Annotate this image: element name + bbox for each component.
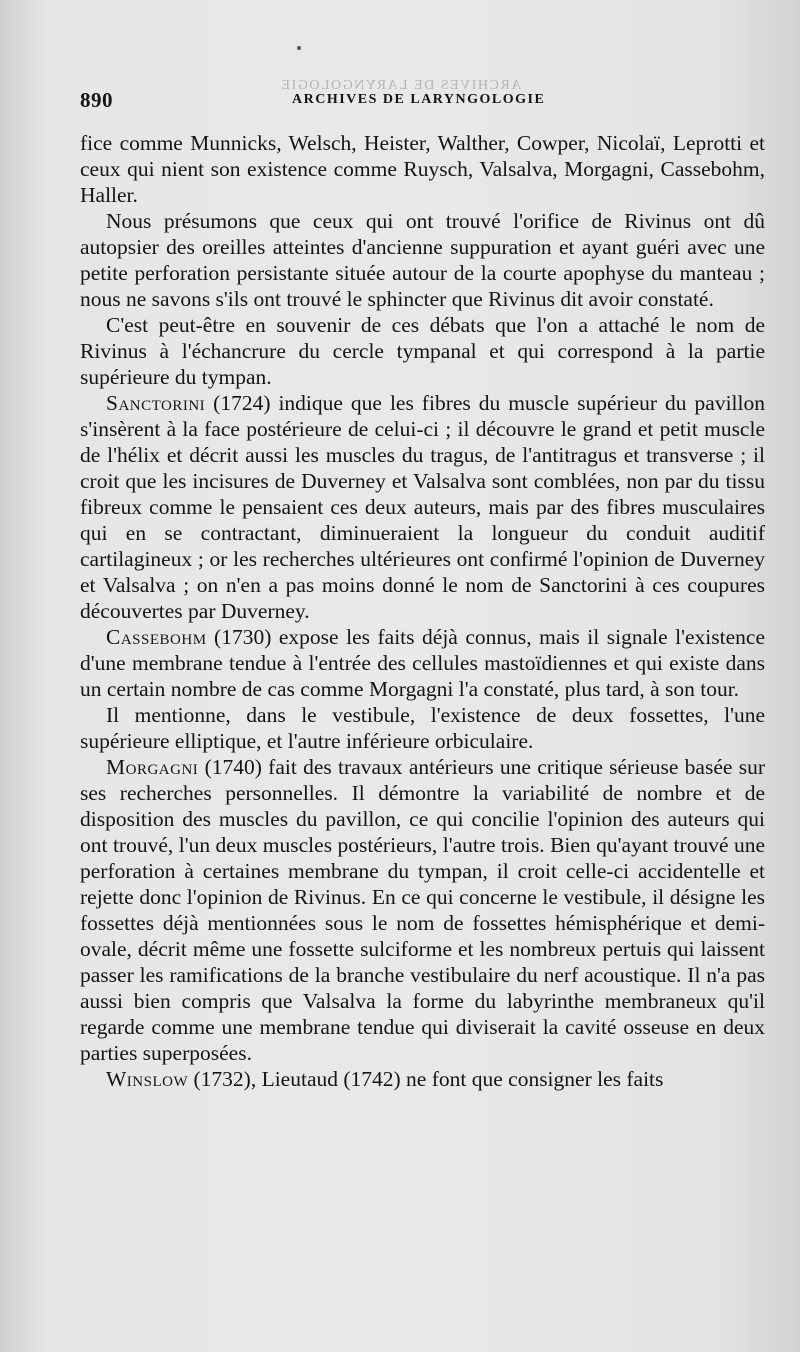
paragraph-text: (1724) indique que les fibres du muscle supérieur du pavillon s'insèrent à la face postérieure de celui-ci ; il découvre le grand et petit muscle de l'hélix et décrit aussi les muscles du tragus, de l'antitragus et transverse ; il croit que les incisures de Duverney et Valsalva sont comblées, non par du tissu fibreux comme le pensaient ces deux auteurs, mais par des fibres musculaires qui en se contractant, diminueraient la longueur du conduit auditif cartilagineux ; or les recherches ultérieures ont confirmé l'opinion de Duverney et Valsalva ; on n'en a pas moins donné le nom de Sanctorini à ces coupures découvertes par Duverney. bbox=[80, 391, 765, 623]
paragraph-text: Il mentionne, dans le vestibule, l'existence de deux fossettes, l'une supérieure elliptique, et l'autre inférieure orbiculaire. bbox=[80, 703, 765, 753]
paragraph-continuation bbox=[80, 130, 765, 208]
paragraph-text: Nous présumons que ceux qui ont trouvé l'orifice de Rivinus ont dû autopsier des oreilles atteintes d'ancienne suppuration et ayant guéri avec une petite perforation persistante située autour de la courte apophyse du manteau ; nous ne savons s'ils ont trouvé le sphincter que Rivinus dit avoir constaté. bbox=[80, 209, 765, 311]
paragraph-sanctorini bbox=[80, 390, 765, 624]
paragraph-vestibule-fossettes bbox=[80, 702, 765, 754]
author-name: Sanctorini bbox=[106, 391, 206, 415]
paragraph-cassebohm bbox=[80, 624, 765, 702]
body-text bbox=[80, 130, 765, 1092]
author-name: Morgagni bbox=[106, 755, 199, 779]
paragraph-text: (1732), Lieutaud (1742) ne font que consigner les faits bbox=[188, 1067, 664, 1091]
paragraph-winslow bbox=[80, 1066, 765, 1092]
paragraph-morgagni bbox=[80, 754, 765, 1066]
paragraph-rivinus-orifice bbox=[80, 208, 765, 312]
paragraph-text: fice comme Munnicks, Welsch, Heister, Walther, Cowper, Nicolaï, Leprotti et ceux qui nient son existence comme Ruysch, Valsalva, Morgagni, Cassebohm, Haller. bbox=[80, 131, 765, 207]
author-name: Winslow bbox=[106, 1067, 189, 1091]
author-name: Cassebohm bbox=[106, 625, 207, 649]
running-head: ARCHIVES DE LARYNGOLOGIE bbox=[292, 92, 546, 107]
ink-speck bbox=[297, 46, 301, 50]
page-header bbox=[80, 88, 760, 114]
page-number: 890 bbox=[80, 88, 113, 112]
paragraph-rivinus-notch bbox=[80, 312, 765, 390]
paragraph-text: C'est peut-être en souvenir de ces débats que l'on a attaché le nom de Rivinus à l'échancrure du cercle tympanal et qui correspond à la partie supérieure du tympan. bbox=[80, 313, 765, 389]
show-through-running-head: ARCHIVES DE LARYNGOLOGIE bbox=[280, 78, 522, 93]
paragraph-text: (1730) expose les faits déjà connus, mais il signale l'existence d'une membrane tendue à l'entrée des cellules mastoïdiennes et qui existe dans un certain nombre de cas comme Morgagni l'a constaté, plus tard, à son tour. bbox=[80, 625, 765, 701]
paragraph-text: (1740) fait des travaux antérieurs une critique sérieuse basée sur ses recherches personnelles. Il démontre la variabilité de nombre et de disposition des muscles du pavillon, ce qui concilie l'opinion des auteurs qui ont trouvé, l'un deux muscles postérieurs, l'autre trois. Bien qu'ayant trouvé une perforation à certaines membrane du tympan, il croit celle-ci accidentelle et rejette donc l'opinion de Rivinus. En ce qui concerne le vestibule, il désigne les fossettes déjà mentionnées sous le nom de fossettes hémisphérique et demi-ovale, décrit même une fossette sulciforme et les nombreux pertuis qui laissent passer les ramifications de la branche vestibulaire du nerf acoustique. Il n'a pas aussi bien compris que Valsalva la forme du labyrinthe membraneux qu'il regarde comme une membrane tendue qui diviserait la cavité osseuse en deux parties superposées. bbox=[80, 755, 765, 1065]
